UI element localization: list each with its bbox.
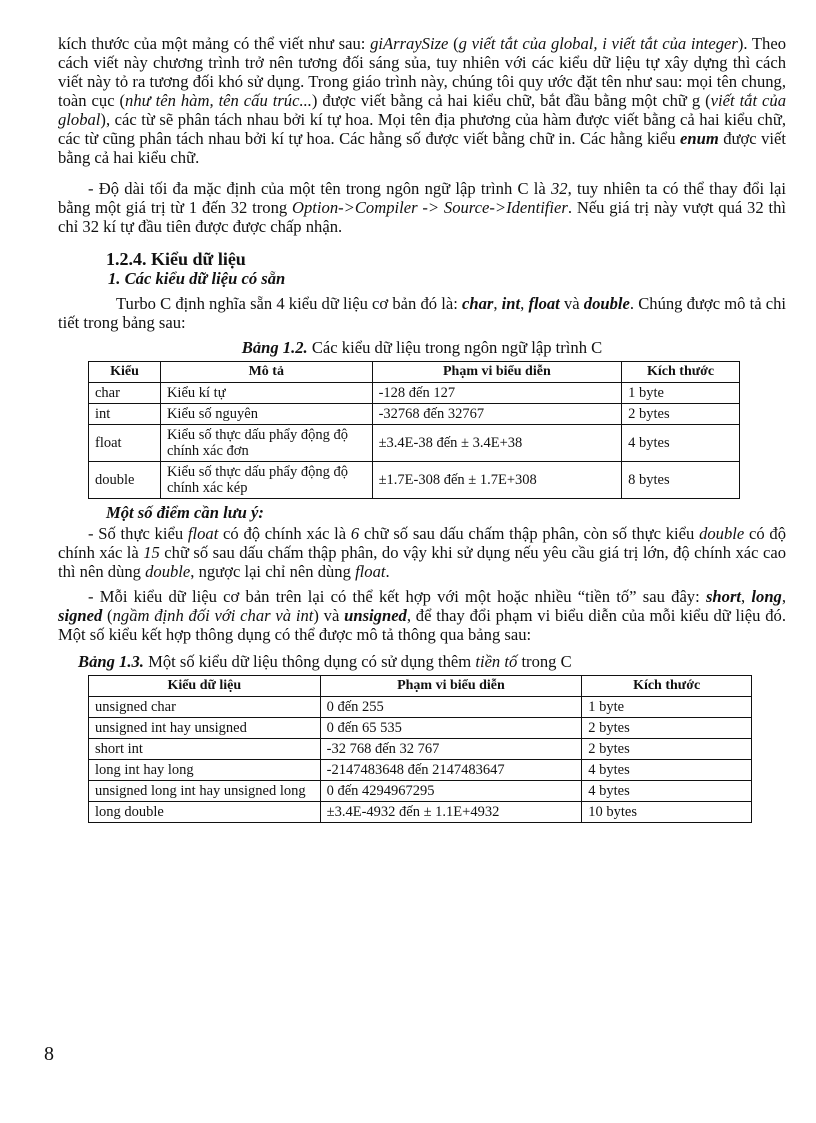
column-header: Phạm vi biểu diễn bbox=[372, 362, 622, 383]
table-cell: double bbox=[89, 462, 161, 499]
text-run: - Mỗi kiểu dữ liệu cơ bản trên lại có thể kết hợp với một hoặc nhiều “tiền tố” sau đây: bbox=[88, 587, 706, 606]
text-run: - Số thực kiểu bbox=[88, 524, 188, 543]
table-row bbox=[89, 383, 740, 404]
table-cell: unsigned int hay unsigned bbox=[89, 718, 321, 739]
text-run: , tuy nhiên ta có thể thay đổi lại bằng một giá trị từ 1 đến 32 trong bbox=[58, 179, 786, 217]
text-run: int bbox=[501, 294, 521, 313]
table-header-row bbox=[89, 362, 740, 383]
table-cell: 4 bytes bbox=[582, 760, 752, 781]
table-row bbox=[89, 718, 752, 739]
text-run: ), các từ sẽ phân tách nhau bởi kí tự hoa. Mọi tên địa phương của hàm được viết bằng cả hai kiểu chữ, các từ cũng phân tách nhau bởi kí tự hoa. Các hằng số được viết bằng chữ in. Các hằng kiểu bbox=[58, 110, 786, 148]
text-run: float bbox=[187, 524, 219, 543]
table-cell: 8 bytes bbox=[622, 462, 740, 499]
table-cell: int bbox=[89, 404, 161, 425]
table-basic-types bbox=[88, 361, 740, 499]
text-run: ngầm định đối với char và int bbox=[112, 606, 314, 625]
text-run: kích thước của một mảng có thể viết như sau: bbox=[58, 34, 371, 53]
page-content bbox=[58, 34, 786, 823]
table-row bbox=[89, 697, 752, 718]
table-cell: ±3.4E-38 đến ± 3.4E+38 bbox=[372, 425, 622, 462]
text-run: có độ chính xác là bbox=[218, 524, 351, 543]
table-cell: long double bbox=[89, 802, 321, 823]
table-cell: -2147483648 đến 2147483647 bbox=[320, 760, 582, 781]
table-3-caption-italic: tiền tố bbox=[475, 652, 518, 671]
text-run: chữ số sau dấu chấm thập phân, còn số thực kiểu bbox=[359, 524, 700, 543]
table-cell: ±3.4E-4932 đến ± 1.1E+4932 bbox=[320, 802, 582, 823]
table-cell: 4 bytes bbox=[582, 781, 752, 802]
table-cell: 0 đến 4294967295 bbox=[320, 781, 582, 802]
column-header: Kiểu bbox=[89, 362, 161, 383]
text-run: ) và bbox=[313, 606, 345, 625]
text-run: long bbox=[751, 587, 782, 606]
page-number: 8 bbox=[44, 1043, 54, 1065]
table-cell: 0 đến 65 535 bbox=[320, 718, 582, 739]
table-3-caption bbox=[78, 652, 786, 671]
table-cell: char bbox=[89, 383, 161, 404]
text-run: float bbox=[528, 294, 560, 313]
table-row bbox=[89, 760, 752, 781]
table-cell: unsigned char bbox=[89, 697, 321, 718]
table-cell: 2 bytes bbox=[622, 404, 740, 425]
text-run: 6 bbox=[350, 524, 360, 543]
text-run: . Chúng được mô tả chi tiết trong bảng sau: bbox=[58, 294, 787, 332]
text-run: và bbox=[559, 294, 584, 313]
table-cell: Kiểu số thực dấu phẩy động độ chính xác kép bbox=[160, 462, 372, 499]
table-cell: unsigned long int hay unsigned long bbox=[89, 781, 321, 802]
table-prefixed-types bbox=[88, 675, 752, 823]
text-run: chữ số sau dấu chấm thập phân, do vậy khi sử dụng nếu yêu cầu giá trị lớn, độ chính xác cao thì nên dùng bbox=[58, 543, 786, 581]
text-run: double bbox=[145, 562, 191, 581]
table-cell: 10 bytes bbox=[582, 802, 752, 823]
text-run: ( bbox=[102, 606, 113, 625]
column-header: Phạm vi biểu diễn bbox=[320, 676, 582, 697]
text-run: , để thay đổi phạm vi biểu diễn của mỗi kiểu dữ liệu đó. Một số kiểu kết hợp thông dụng có thể được mô tả thông qua bảng sau: bbox=[58, 606, 786, 644]
text-run: - Độ dài tối đa mặc định của một tên trong ngôn ngữ lập trình C là bbox=[88, 179, 551, 198]
text-run: như tên hàm, tên cấu trúc... bbox=[125, 91, 312, 110]
column-header: Mô tả bbox=[160, 362, 372, 383]
table-row bbox=[89, 802, 752, 823]
text-run: unsigned bbox=[344, 606, 407, 625]
text-run: ). Theo cách viết này chương trình trở nên tương đối sáng sủa, tuy nhiên với các kiểu dữ liệu tự xây dựng thì cách viết này tỏ ra tương đối khó sử dụng. Trong giáo trình này, chúng tôi quy ước đặt tên như sau: mọi tên chung, toàn cục ( bbox=[58, 34, 787, 110]
section-title: 1.2.4. Kiểu dữ liệu bbox=[106, 249, 246, 269]
table-cell: Kiểu kí tự bbox=[160, 383, 372, 404]
column-header: Kích thước bbox=[622, 362, 740, 383]
text-run: ( bbox=[448, 34, 459, 53]
text-run: signed bbox=[58, 606, 103, 625]
table-cell: long int hay long bbox=[89, 760, 321, 781]
table-3-caption-tail: trong C bbox=[517, 652, 572, 671]
table-cell: 1 byte bbox=[622, 383, 740, 404]
table-2-caption-label: Bảng 1.2. bbox=[241, 338, 308, 357]
text-run: ) được viết bằng cả hai kiểu chữ, bắt đầu bằng một chữ g ( bbox=[311, 91, 711, 110]
table-cell: Kiểu số nguyên bbox=[160, 404, 372, 425]
text-run: char bbox=[461, 294, 494, 313]
table-cell: ±1.7E-308 đến ± 1.7E+308 bbox=[372, 462, 622, 499]
table-row bbox=[89, 781, 752, 802]
table-header-row bbox=[89, 676, 752, 697]
text-run: . Nếu giá trị này vượt quá 32 thì chỉ 32 kí tự đầu tiên được được chấp nhận. bbox=[58, 198, 786, 236]
paragraph-note-precision bbox=[58, 524, 786, 581]
text-run: float bbox=[355, 562, 386, 581]
table-cell: 0 đến 255 bbox=[320, 697, 582, 718]
text-run: được viết bằng cả hai kiểu chữ. bbox=[58, 129, 786, 167]
table-cell: 4 bytes bbox=[622, 425, 740, 462]
text-run: có độ chính xác là bbox=[58, 524, 786, 562]
column-header: Kích thước bbox=[582, 676, 752, 697]
paragraph-builtin-types bbox=[58, 294, 786, 332]
table-row bbox=[89, 462, 740, 499]
text-run: , bbox=[781, 587, 787, 606]
table-cell: float bbox=[89, 425, 161, 462]
text-run: , bbox=[520, 294, 529, 313]
table-2-caption bbox=[58, 338, 786, 357]
table-2-caption-text: Các kiểu dữ liệu trong ngôn ngữ lập trình C bbox=[307, 338, 603, 357]
text-run: short bbox=[705, 587, 742, 606]
table-row bbox=[89, 404, 740, 425]
text-run: double bbox=[583, 294, 630, 313]
text-run: giArraySize bbox=[370, 34, 449, 53]
text-run: g viết tắt của global, i viết tắt của integer bbox=[458, 34, 738, 53]
table-cell: -32 768 đến 32 767 bbox=[320, 739, 582, 760]
table-cell: 1 byte bbox=[582, 697, 752, 718]
table-3-caption-label: Bảng 1.3. bbox=[78, 652, 144, 671]
table-cell: 2 bytes bbox=[582, 739, 752, 760]
table-row bbox=[89, 425, 740, 462]
text-run: , ngược lại chỉ nên dùng bbox=[190, 562, 356, 581]
text-run: enum bbox=[680, 129, 719, 148]
text-run: , bbox=[493, 294, 502, 313]
paragraph-naming-convention bbox=[58, 34, 786, 167]
text-run: , bbox=[741, 587, 752, 606]
table-cell: Kiểu số thực dấu phẩy động độ chính xác đơn bbox=[160, 425, 372, 462]
table-cell: short int bbox=[89, 739, 321, 760]
text-run: 15 bbox=[143, 543, 160, 562]
text-run: . bbox=[385, 562, 390, 581]
paragraph-note-prefixes bbox=[58, 587, 786, 644]
paragraph-identifier-length bbox=[58, 179, 786, 236]
table-cell: 2 bytes bbox=[582, 718, 752, 739]
text-run: viết tắt của global bbox=[58, 91, 787, 129]
text-run: 32 bbox=[551, 179, 568, 198]
text-run: Turbo C định nghĩa sẵn 4 kiểu dữ liệu cơ bản đó là: bbox=[116, 294, 462, 313]
table-cell: -128 đến 127 bbox=[372, 383, 622, 404]
table-cell: -32768 đến 32767 bbox=[372, 404, 622, 425]
text-run: double bbox=[699, 524, 745, 543]
subsection-title: 1. Các kiểu dữ liệu có sẵn bbox=[108, 269, 286, 288]
table-row bbox=[89, 739, 752, 760]
text-run: Option->Compiler -> Source->Identifier bbox=[292, 198, 568, 217]
notes-title: Một số điểm cần lưu ý: bbox=[106, 503, 264, 522]
column-header: Kiểu dữ liệu bbox=[89, 676, 321, 697]
table-3-caption-text: Một số kiểu dữ liệu thông dụng có sử dụng thêm bbox=[143, 652, 476, 671]
